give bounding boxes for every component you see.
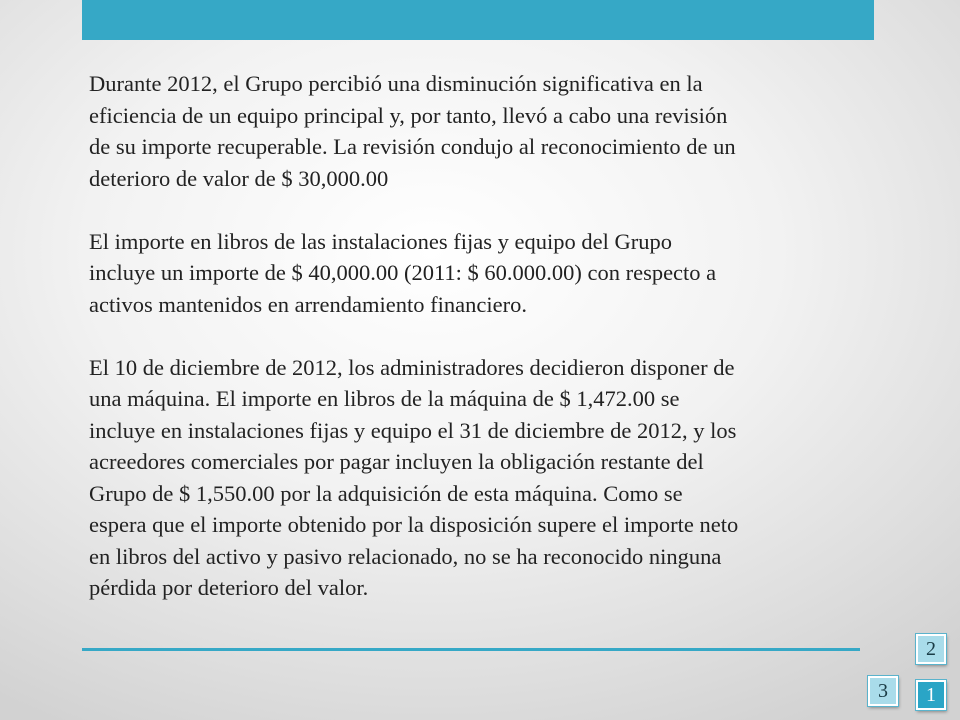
slide-body	[89, 68, 869, 604]
paragraph-finance-lease: El importe en libros de las instalaciones fijas y equipo del Grupo incluye un importe de $ 40,000.00 (2011: $ 60.000.00) con respecto a activos mantenidos en arrendamiento financiero.	[89, 228, 717, 317]
header-accent-bar	[82, 0, 874, 40]
nav-button-3[interactable]: 3	[868, 676, 898, 706]
footer-divider	[82, 648, 860, 651]
nav-button-1[interactable]: 1	[916, 680, 946, 710]
paragraph-machine-disposal: El 10 de diciembre de 2012, los administradores decidieron disponer de una máquina. El importe en libros de la máquina de $ 1,472.00 se incluye en instalaciones fijas y equipo el 31 de diciembre de 2012, y los acreedores comerciales por pagar incluyen la obligación restante del Grupo de $ 1,550.00 por la adquisición de esta máquina. Como se espera que el importe obtenido por la disposición supere el importe neto en libros del activo y pasivo relacionado, no se ha reconocido ninguna pérdida por deterioro del valor.	[89, 354, 739, 600]
nav-button-2[interactable]: 2	[916, 634, 946, 664]
paragraph-impairment: Durante 2012, el Grupo percibió una disminución significativa en la eficiencia de un equipo principal y, por tanto, llevó a cabo una revisión de su importe recuperable. La revisión condujo al reconocimiento de un deterioro de valor de $ 30,000.00	[89, 71, 736, 191]
